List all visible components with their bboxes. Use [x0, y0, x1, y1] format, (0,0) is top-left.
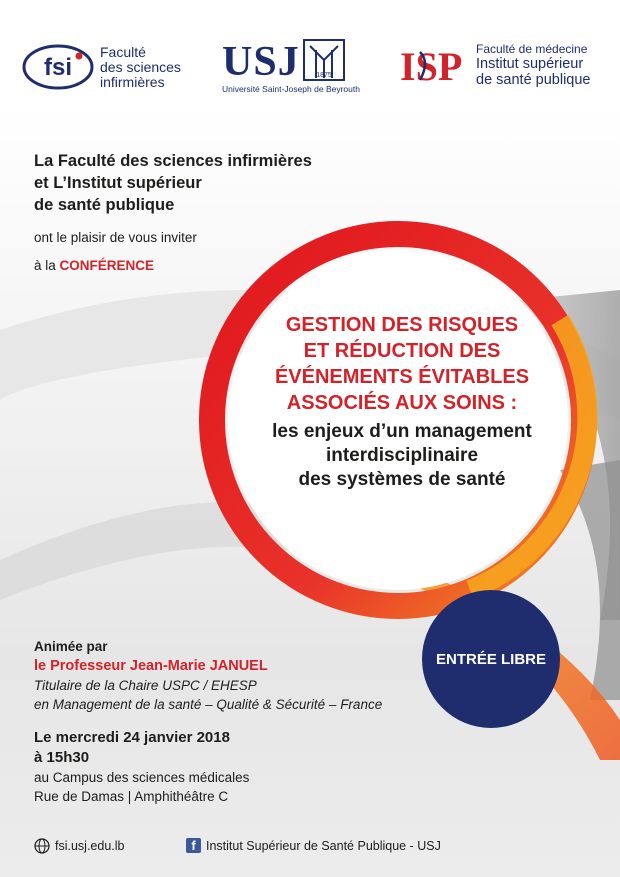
- intro-conference-line: [34, 258, 374, 274]
- conference-title-line4: ASSOCIÉS AUX SOINS :: [286, 392, 518, 414]
- speaker-role-line1: Titulaire de la Chaire USPC / EHESP: [34, 678, 257, 693]
- facebook-text: Institut Supérieur de Santé Publique - USJ: [206, 838, 441, 853]
- intro-title-line3: de santé publique: [34, 196, 175, 214]
- usj-logo: [222, 38, 382, 94]
- svg-text:ISP: ISP: [400, 44, 463, 88]
- conference-label: CONFÉRENCE: [59, 258, 155, 273]
- event-details: [34, 638, 454, 806]
- conference-title-line1: GESTION DES RISQUES: [285, 314, 519, 336]
- isp-line1: Faculté de médecine: [476, 42, 588, 56]
- conference-subtitle-line1: les enjeux d’un management: [272, 421, 532, 442]
- conference-title-line3: ÉVÉNEMENTS ÉVITABLES: [274, 366, 530, 388]
- intro-title-line1: La Faculté des sciences infirmières: [34, 152, 312, 170]
- svg-text:1875: 1875: [315, 72, 332, 79]
- usj-wordmark: USJ: [222, 39, 300, 85]
- event-place-line1: au Campus des sciences médicales: [34, 770, 250, 785]
- speaker-name: le Professeur Jean-Marie JANUEL: [34, 658, 268, 674]
- speaker-role-line2: en Management de la santé – Qualité & Sécurité – France: [34, 697, 383, 712]
- fsi-line1: Faculté: [100, 43, 146, 60]
- isp-line3: de santé publique: [476, 72, 591, 88]
- globe-icon: [34, 838, 50, 854]
- fsi-logo-icon: [22, 44, 94, 90]
- conference-title-line2: ET RÉDUCTION DES: [303, 340, 501, 362]
- intro-title-line2: et L’Institut supérieur: [34, 174, 202, 192]
- fsi-line2: des sciences: [100, 58, 181, 75]
- usj-crest-icon: [302, 38, 346, 82]
- speaker-label: Animée par: [34, 639, 108, 654]
- intro-invite: ont le plaisir de vous inviter: [34, 230, 197, 245]
- event-date: Le mercredi 24 janvier 2018: [34, 729, 230, 746]
- fsi-logo: [22, 44, 181, 90]
- website-text: fsi.usj.edu.lb: [55, 839, 125, 853]
- website-link[interactable]: [34, 838, 124, 854]
- usj-subtitle: Université Saint-Joseph de Beyrouth: [222, 84, 360, 94]
- intro-a-la: à la: [34, 258, 56, 273]
- svg-text:fsi: fsi: [43, 54, 73, 81]
- facebook-link[interactable]: [186, 838, 441, 853]
- isp-logo: [398, 42, 591, 88]
- fsi-line3: infirmières: [100, 73, 165, 90]
- conference-subtitle-line3: des systèmes de santé: [298, 469, 506, 490]
- isp-line2: Institut supérieur: [476, 56, 584, 72]
- event-place-line2: Rue de Damas | Amphithéâtre C: [34, 789, 229, 804]
- event-time: à 15h30: [34, 749, 90, 766]
- intro-block: [34, 150, 374, 274]
- conference-title-block: [228, 312, 576, 492]
- entree-libre-badge: ENTRÉE LIBRE: [422, 590, 560, 728]
- isp-logo-icon: [398, 42, 472, 88]
- conference-subtitle-line2: interdisciplinaire: [325, 445, 479, 466]
- facebook-icon: f: [186, 838, 201, 853]
